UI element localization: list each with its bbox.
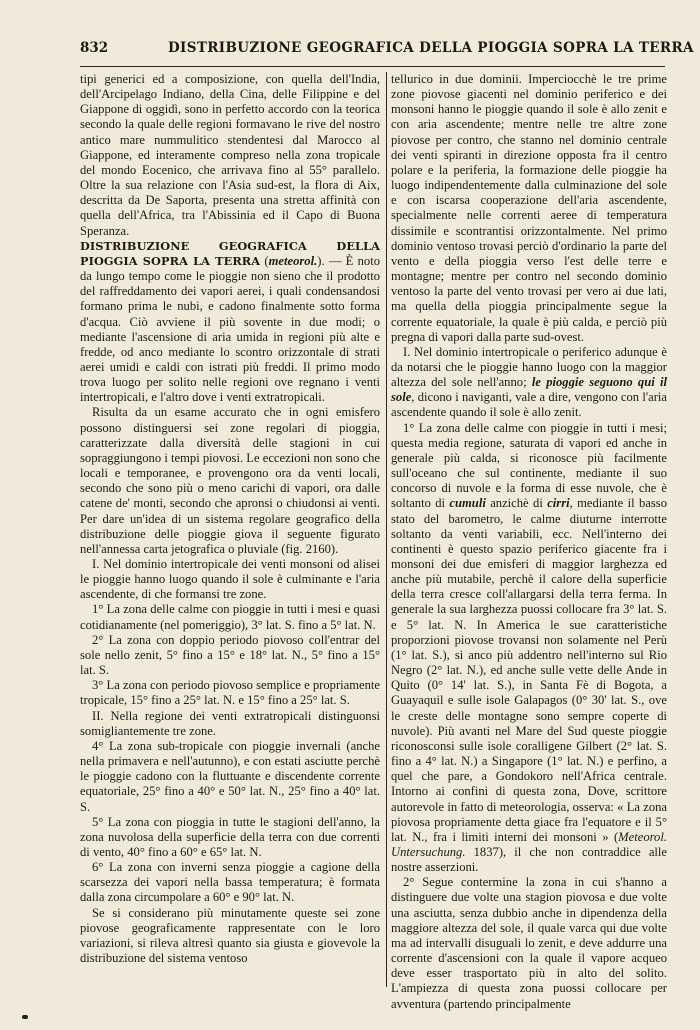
italic-quote: le pioggie seguono qui il sole <box>391 375 667 405</box>
page-number: 832 <box>80 40 109 56</box>
left-column <box>80 72 380 994</box>
paragraph: Se si considerano più minutamente queste sei zone piovose geograficamente rappresentate con le loro variazioni, si rileva altresì quanto sia giusta e giovevole la distribuzione del sistema ventoso <box>80 905 380 966</box>
text-run: I. Nel dominio intertropicale o periferico adunque è da notarsi che le pioggie hanno luogo con la maggior altezza del sole nell'anno; <box>391 344 667 390</box>
text-run: , mediante il basso stato del barometro, le calme diuturne interrotte soltanto da venti variabili, ecc. Nell'interno dei continenti è questo spazio periferico giacente fra i monsoni dei due emisferi di maggior larghezza ed anche più mutabile, perchè il calore della superficie della terra cresce coll'allargarsi della terra ferma. In generale la sua larghezza puossi collocare fra 3° lat. S. e 5° lat. N. In America le sue caratteristiche proporzioni piovose trovansi non solamente nel Perù (1° lat. S.), si anco più addentro nell'interno sul Rio Negro (2° lat. N.), ed anche sulle vette delle Ande in Quito (0° 14' lat. S.), in Santa Fè di Bogota, a Guayaquil e sulle isole Galapagos (0° 30' lat. S., ove le creste delle montagne sono sempre coperte di nuvole). Più avanti nel Mare del Sud queste pioggie riconosconsi sulle isole coralligene Gilbert (2° lat. S. fino a 4° lat. N.) a Singapore (1° lat. N.) e perfino, a quel che pare, a Gondokoro nell'Africa centrale. Intorno ai confini di questa zona, Dove, scrittore autorevole in fatto di meteorologia, osserva: « La zona piovosa propriamente detta giace fra l'equatore e il 5° lat. N., fra i limiti interni dei monsoni » ( <box>391 496 667 844</box>
paragraph: 5° La zona con pioggia in tutte le stagioni dell'anno, la zona nuvolosa della superficie della terra con due correnti di vento, 40° fino a 60° e 65° lat. N. <box>80 814 380 859</box>
running-title: DISTRIBUZIONE GEOGRAFICA DELLA PIOGGIA SOPRA LA TERRA <box>168 40 694 56</box>
italic-term: cirri <box>547 496 570 511</box>
entry-paragraph: DISTRIBUZIONE GEOGRAFICA DELLA PIOGGIA SOPRA LA TERRA (meteorol.). — È noto da lungo tempo come le pioggie non sieno che il prodotto del raffreddamento dei vapori aerei, i quali condensandosi formano prima le nubi, e cadono finalmente sotto forma d'acqua. Ciò avviene il più sovente in due modi; o mediante l'ascensione di aria umida in regioni più alte e fredde, od anco mediante lo scontro orizzontale di strati aerei umidi e caldi con istrati più freddi. Il primo modo trova luogo per solito nelle regioni ove regnano i venti intertropicali, e l'altro dove i venti extratropicali. <box>80 238 381 405</box>
paragraph: 1° La zona delle calme con pioggie in tutti i mesi e quasi cotidianamente (nel pomeriggio), 3° lat. S. fino a 5° lat. N. <box>80 602 380 632</box>
italic-reference: Meteorol. Untersuchung. <box>391 829 667 859</box>
paragraph: II. Nella regione dei venti extratropicali distinguonsi somigliantemente tre zone. <box>80 708 380 738</box>
paragraph: 6° La zona con inverni senza pioggie a cagione della scarsezza dei vapori nella bassa temperatura; è formata dalla zona circumpolare a 60° e 90° lat. N. <box>80 860 380 905</box>
paragraph: 4° La zona sub-tropicale con pioggie invernali (anche nella primavera e nell'autunno), e con estati asciutte perchè le pioggie cadono con la fluttuante e discendente corrente equatoriale, 25° fino a 40° e 50° lat. N., 25° fino a 40° lat. S. <box>80 738 380 814</box>
entry-abbreviation: meteorol. <box>268 253 318 268</box>
paragraph: tipi generici ed a composizione, con quella dell'India, dell'Arcipelago Indiano, della Cina, delle Filippine e del Giappone di oggidì, sono in perfetto accordo con la teorica secondo la quale delle regioni formavano le rive del nostro antico mare nummulitico stendentesi dal Marocco al Giappone, ed interamente compreso nella zona tropicale del mondo Eocenico, che arrivava fino al 55° parallelo. Oltre la sua relazione con l'Asia sud-est, la flora di Aix, descritta da De Saporta, presenta una stretta affinità con quella dell'Africa, tra l'Abissinia ed il Capo di Buona Speranza. <box>80 72 380 238</box>
text-run: anzichè di <box>485 496 548 511</box>
paragraph: Risulta da un esame accurato che in ogni emisfero possono distinguersi sei zone regolari di pioggia, caratterizzate dalla diversità delle stagioni in cui sopraggiungono i tempi piovosi. Le eccezioni non sono che locali e temporanee, e provengono ora da venti locali, secondo che sono più o meno carichi di vapori, ora dalle catene de' monti, secondo che apronsi o chiudonsi ai venti. Per dare un'idea di un sistema regolare geografico della distribuzione delle pioggie giova il seguente figurato nell'annessa carta jetografica o pluviale (fig. 2160). <box>80 405 380 556</box>
header-rule <box>80 66 665 67</box>
text-run: , dicono i naviganti, vale a dire, vengono con l'aria ascendente quando il sole è allo zenit. <box>391 390 667 420</box>
italic-term: cumuli <box>449 496 486 511</box>
page-header <box>80 40 694 62</box>
paragraph: 3° La zona con periodo piovoso semplice e propriamente tropicale, 15° fino a 25° lat. N. e 15° fino a 25° lat. S. <box>80 678 380 708</box>
paragraph: 2° La zona con doppio periodo piovoso coll'entrar del sole nello zenit, 5° fino a 15° e 18° lat. N., 5° fino a 15° lat. S. <box>80 632 380 678</box>
entry-text: — È noto da lungo tempo come le pioggie non sieno che il prodotto del raffreddamento dei vapori aerei, i quali condensandosi formano prima le nubi, e cadono finalmente sotto forma d'acqua. Ciò avviene il più sovente in due modi; o mediante l'ascensione di aria umida in regioni più alte e fredde, od anco mediante lo scontro orizzontale di strati aerei umidi e caldi con istrati più freddi. Il primo modo trova luogo per solito nelle regioni ove regnano i venti intertropicali, e l'altro dove i venti extratropicali. <box>80 253 381 405</box>
entry-heading: DISTRIBUZIONE GEOGRAFICA DELLA PIOGGIA SOPRA LA TERRA <box>80 238 380 268</box>
paragraph <box>391 345 667 421</box>
paragraph <box>391 421 667 876</box>
paragraph: I. Nel dominio intertropicale dei venti monsoni od alisei le pioggie hanno luogo quando il sole è culminante e l'aria ascendente, di che formansi tre zone. <box>80 557 380 602</box>
ink-mark <box>22 1015 28 1019</box>
column-divider <box>386 72 387 987</box>
paragraph: tellurico in due dominii. Imperciocchè le tre prime zone piovose giacenti nel dominio periferico e dei monsoni hanno le pioggie quando il sole è allo zenit e con aria ascendente; mentre nelle tre altre zone piovose per contro, che stanno nel dominio centrale dei venti spiranti in direzione opposta fra il centro polare e la periferia, la formazione delle pioggie ha luogo indipendentemente dalla culminazione del sole e con iscarsa cooperazione dell'aria ascendente, specialmente nelle correnti aeree di temperatura dissimile e scontrantisi orizzontalmente. Nel primo dominio ventoso trovasi perciò d'ordinario la parte del vento e della pioggia verso l'est delle terre e montagne; mentre per contro nel secondo dominio ventoso la parte del vento trovasi per vero ai due lati, ma quella della pioggia principalmente segue la corrente equatoriale, la quale è più calda, e perciò più pregna di vapori dalla parte sud-ovest. <box>391 72 667 344</box>
text-run: 1837), il che non contraddice alle nostre asserzioni. <box>391 844 667 875</box>
text-run: 1° La zona delle calme con pioggie in tutti i mesi; questa media regione, saturata di vapori ed anche in generale più calda, si riconosce più facilmente sull'oceano che sul continente, mediante il suo concorso di nuvole e la forma di esse nuvole, che è soltanto di <box>391 420 667 511</box>
paragraph: 2° Segue contermine la zona in cui s'hanno a distinguere due volte una stagion piovosa e due volte una asciutta, senza dubbio anche in dipendenza della maggiore altezza del sole, il quale varca qui due volte ma ad intervalli disuguali lo zenit, e deve addurre una corrente d'ascensioni con la quale il vapore acqueo deve esser trasportato più in alto del solito. L'ampiezza di questa zona puossi collocare per avventura (partendo principalmente <box>391 875 667 1011</box>
right-column <box>391 72 667 1011</box>
